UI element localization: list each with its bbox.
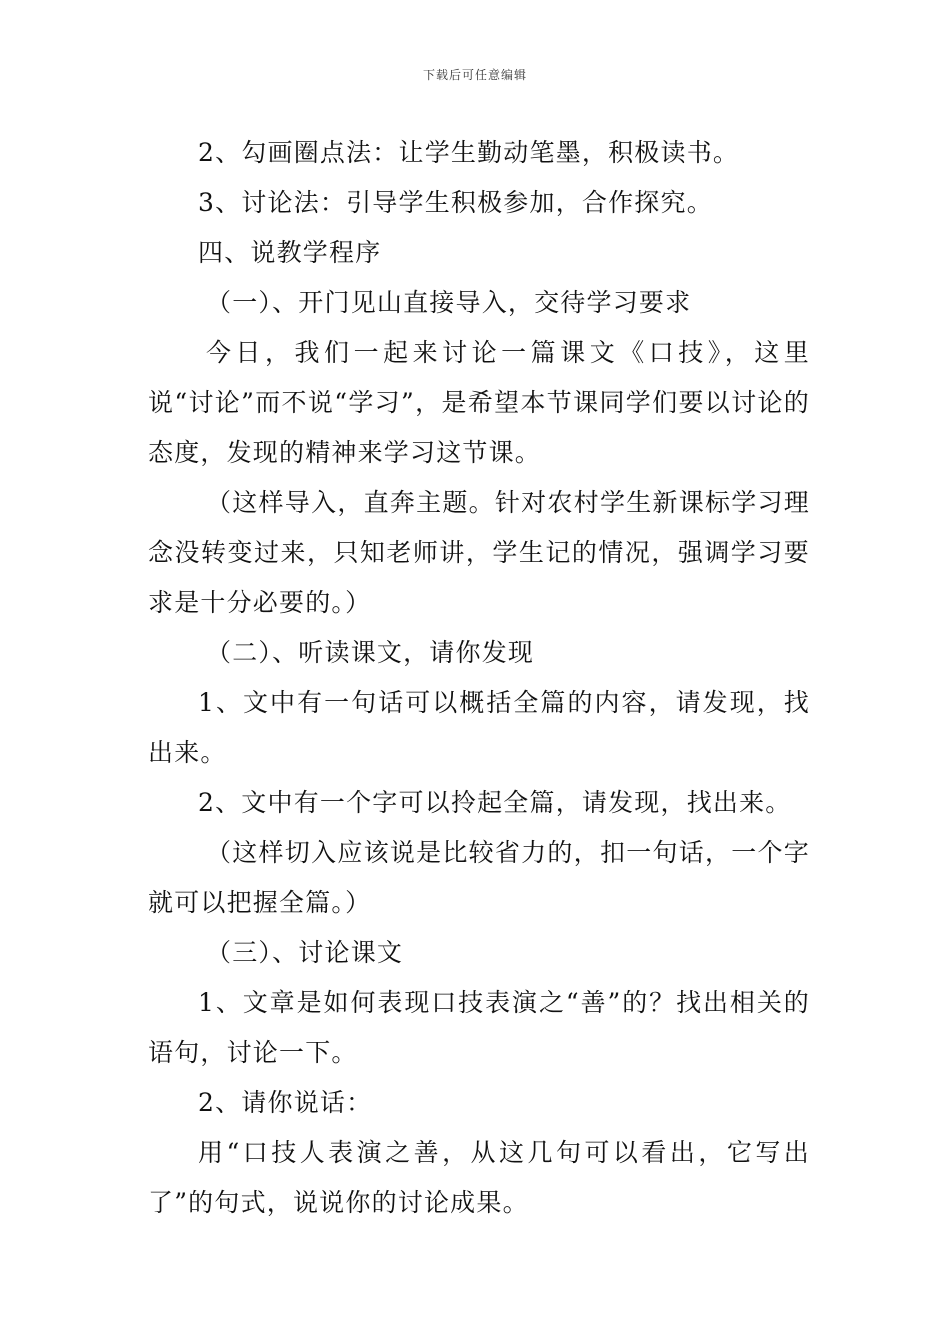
- paragraph-method-2: 2、勾画圈点法：让学生勤动笔墨，积极读书。: [198, 138, 740, 167]
- paragraph-note-1: （这样导入，直奔主题。针对农村学生新课标学习理念没转变过来，只知老师讲，学生记的情况，强调学习要求是十分必要的。）: [148, 488, 810, 617]
- page-header: 下载后可任意编辑: [422, 68, 527, 82]
- paragraph-note-2: （这样切入应该说是比较省力的，扣一句话，一个字就可以把握全篇。）: [148, 838, 810, 917]
- paragraph-method-3: 3、讨论法：引导学生积极参加，合作探究。: [198, 188, 713, 217]
- paragraph-discuss-2: 2、请你说话：: [198, 1088, 373, 1117]
- paragraph-discuss-1: 1、文章是如何表现口技表演之“善”的？找出相关的语句，讨论一下。: [148, 988, 810, 1067]
- document-body: [148, 128, 810, 1228]
- subsection-heading-3: （三）、讨论课文: [206, 938, 404, 967]
- subsection-heading-1: （一）、开门见山直接导入，交待学习要求: [206, 288, 692, 317]
- subsection-heading-2: （二）、听读课文，请你发现: [206, 638, 535, 667]
- section-heading-4: 四、说教学程序: [198, 238, 382, 267]
- paragraph-discuss-3: 用“口技人表演之善，从这几句可以看出，它写出了”的句式，说说你的讨论成果。: [148, 1138, 810, 1217]
- paragraph-task-2: 2、文中有一个字可以拎起全篇，请发现，找出来。: [198, 788, 792, 817]
- paragraph-task-1: 1、文中有一句话可以概括全篇的内容，请发现，找出来。: [148, 688, 810, 767]
- paragraph-intro: 今日，我们一起来讨论一篇课文《口技》，这里说“讨论”而不说“学习”，是希望本节课同学们要以讨论的态度，发现的精神来学习这节课。: [148, 338, 810, 467]
